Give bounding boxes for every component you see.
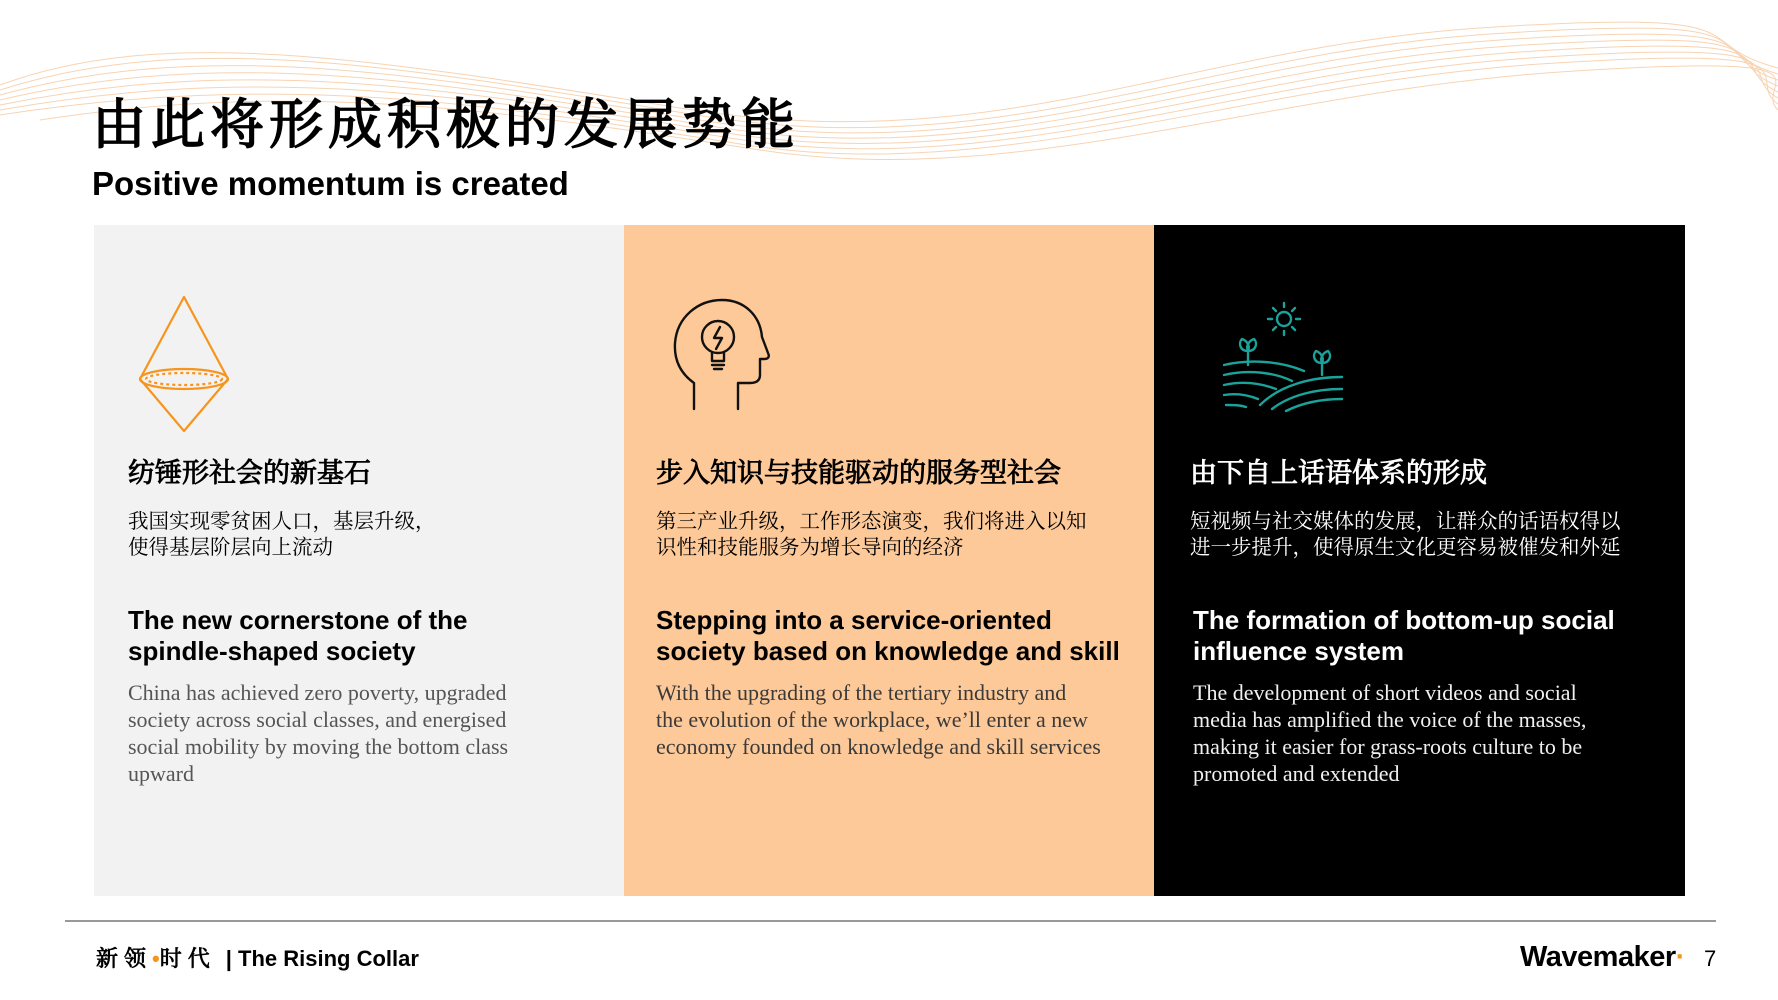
footer-divider [65, 920, 1716, 922]
panel-1-en-heading: The new cornerstone of the spindle-shaped society [128, 605, 468, 666]
panel-1-en-body: China has achieved zero poverty, upgraded society across social classes, and energised social mobility by moving the bottom class upward [128, 680, 509, 786]
spindle-diamond-icon [132, 293, 236, 435]
footer-title-en: | The Rising Collar [225, 946, 419, 971]
panel-3-cn-heading: 由下自上话语体系的形成 [1190, 458, 1487, 489]
panel-3-en-body: The development of short videos and social media has amplified the voice of the masses, making it easier for grass-roots culture to be promoted and extended [1193, 680, 1587, 786]
panel-spindle-society [94, 225, 624, 896]
brand-logo-dot: · [1675, 941, 1685, 973]
footer-title-cn-part2: 时代 [159, 947, 216, 972]
panel-3-en-heading: The formation of bottom-up social influence system [1193, 605, 1615, 666]
panel-2-cn-heading: 步入知识与技能驱动的服务型社会 [656, 458, 1061, 489]
footer-title-dot: • [152, 946, 160, 971]
brand-logo [1520, 940, 1685, 974]
panel-1-cn-body: 我国实现零贫困人口，基层升级， 使得基层阶层向上流动 [128, 509, 436, 559]
page-number: 7 [1704, 946, 1717, 971]
brand-logo-text: Wavemaker [1520, 941, 1676, 973]
panel-2-en-heading: Stepping into a service-oriented society based on knowledge and skill [656, 605, 1120, 666]
head-lightbulb-icon [672, 297, 772, 413]
panel-2-en-body: With the upgrading of the tertiary industry and the evolution of the workplace, we’ll enter a new economy founded on knowledge and skill services [656, 680, 1101, 759]
field-sprouts-sun-icon [1220, 301, 1346, 413]
page-title-en: Positive momentum is created [92, 165, 569, 202]
panel-1-cn-heading: 纺锤形社会的新基石 [128, 458, 371, 489]
panel-2-cn-body: 第三产业升级，工作形态演变，我们将进入以知 识性和技能服务为增长导向的经济 [656, 509, 1087, 559]
panel-knowledge-service [624, 225, 1154, 896]
panel-3-cn-body: 短视频与社交媒体的发展，让群众的话语权得以 进一步提升，使得原生文化更容易被催发和外延 [1190, 509, 1621, 559]
page-title-cn: 由此将形成积极的发展势能 [92, 93, 800, 156]
panel-bottom-up-influence [1154, 225, 1685, 896]
footer-title-cn-part1: 新领 [96, 947, 153, 972]
footer-report-title [96, 945, 419, 974]
